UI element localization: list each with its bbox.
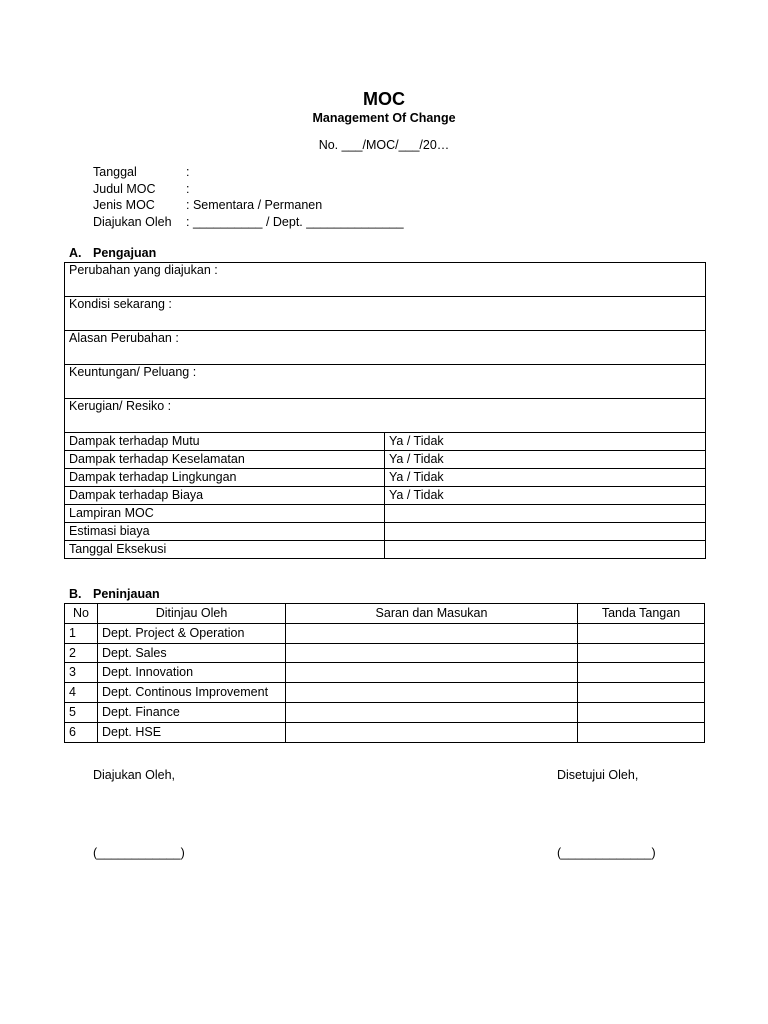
row-no: 4	[65, 683, 98, 703]
pengajuan-table	[64, 262, 706, 559]
impact-value: Ya / Tidak	[385, 451, 706, 469]
table-row	[65, 663, 705, 683]
section-a-letter: A.	[69, 246, 82, 260]
row-no: 2	[65, 643, 98, 663]
row-no: 1	[65, 623, 98, 643]
info-value: : __________ / Dept. ______________	[186, 214, 404, 229]
row-dept: Dept. Innovation	[98, 663, 286, 683]
info-value: :	[186, 165, 190, 179]
impact-label: Dampak terhadap Lingkungan	[65, 469, 385, 487]
table-row	[65, 505, 706, 523]
peninjauan-table	[64, 603, 705, 743]
submitted-by-signature-line: (____________)	[93, 846, 185, 860]
table-row	[65, 297, 706, 331]
table-row	[65, 365, 706, 399]
info-label: Jenis MOC	[93, 198, 155, 212]
impact-label: Dampak terhadap Biaya	[65, 487, 385, 505]
row-dept: Dept. Continous Improvement	[98, 683, 286, 703]
row-saran	[286, 722, 578, 742]
impact-label: Dampak terhadap Keselamatan	[65, 451, 385, 469]
alasan-cell: Alasan Perubahan :	[65, 331, 706, 365]
detail-value	[385, 505, 706, 523]
info-value: :	[186, 181, 190, 196]
info-row-jenis	[93, 197, 404, 214]
table-row	[65, 623, 705, 643]
row-no: 5	[65, 702, 98, 722]
table-row	[65, 643, 705, 663]
table-row	[65, 702, 705, 722]
detail-label: Lampiran MOC	[65, 505, 385, 523]
header-tanda-tangan: Tanda Tangan	[578, 604, 705, 624]
section-b-name: Peninjauan	[93, 587, 160, 601]
impact-value: Ya / Tidak	[385, 487, 706, 505]
header-saran: Saran dan Masukan	[286, 604, 578, 624]
detail-value	[385, 541, 706, 559]
table-row	[65, 541, 706, 559]
row-no: 6	[65, 722, 98, 742]
row-dept: Dept. Sales	[98, 643, 286, 663]
row-dept: Dept. HSE	[98, 722, 286, 742]
row-tanda-tangan	[578, 683, 705, 703]
info-block	[93, 164, 404, 230]
table-row	[65, 331, 706, 365]
approved-by-label: Disetujui Oleh,	[557, 768, 639, 782]
row-tanda-tangan	[578, 702, 705, 722]
detail-value	[385, 523, 706, 541]
document-number: No. ___/MOC/___/20…	[318, 138, 450, 152]
row-saran	[286, 702, 578, 722]
submitted-by-label: Diajukan Oleh,	[93, 768, 175, 782]
detail-label: Estimasi biaya	[65, 523, 385, 541]
row-tanda-tangan	[578, 643, 705, 663]
row-saran	[286, 683, 578, 703]
row-saran	[286, 623, 578, 643]
info-row-tanggal	[93, 164, 404, 181]
row-dept: Dept. Finance	[98, 702, 286, 722]
document-subtitle: Management Of Change	[312, 111, 456, 125]
impact-label: Dampak terhadap Mutu	[65, 433, 385, 451]
detail-label: Tanggal Eksekusi	[65, 541, 385, 559]
row-tanda-tangan	[578, 623, 705, 643]
table-row	[65, 263, 706, 297]
keuntungan-cell: Keuntungan/ Peluang :	[65, 365, 706, 399]
table-row	[65, 487, 706, 505]
table-row	[65, 523, 706, 541]
row-no: 3	[65, 663, 98, 683]
info-label: Judul MOC	[93, 181, 156, 196]
info-value: : Sementara / Permanen	[186, 198, 323, 212]
table-row	[65, 683, 705, 703]
row-tanda-tangan	[578, 722, 705, 742]
header-no: No	[65, 604, 98, 624]
section-a-name: Pengajuan	[93, 246, 157, 260]
perubahan-cell: Perubahan yang diajukan :	[65, 263, 706, 297]
row-saran	[286, 663, 578, 683]
row-saran	[286, 643, 578, 663]
impact-value: Ya / Tidak	[385, 469, 706, 487]
approved-by-signature-line: (_____________)	[557, 846, 656, 860]
info-label: Tanggal	[93, 165, 137, 179]
kondisi-cell: Kondisi sekarang :	[65, 297, 706, 331]
section-b-title	[69, 587, 160, 601]
table-row	[65, 399, 706, 433]
info-row-judul	[93, 181, 404, 198]
table-row	[65, 469, 706, 487]
info-label: Diajukan Oleh	[93, 214, 172, 229]
section-b-letter: B.	[69, 587, 82, 601]
document-title: MOC	[363, 89, 405, 109]
impact-value: Ya / Tidak	[385, 433, 706, 451]
table-row	[65, 433, 706, 451]
kerugian-cell: Kerugian/ Resiko :	[65, 399, 706, 433]
table-row	[65, 722, 705, 742]
table-header-row	[65, 604, 705, 624]
info-row-diajukan	[93, 214, 404, 231]
header-ditinjau: Ditinjau Oleh	[98, 604, 286, 624]
row-tanda-tangan	[578, 663, 705, 683]
section-a-title	[69, 246, 156, 260]
row-dept: Dept. Project & Operation	[98, 623, 286, 643]
table-row	[65, 451, 706, 469]
